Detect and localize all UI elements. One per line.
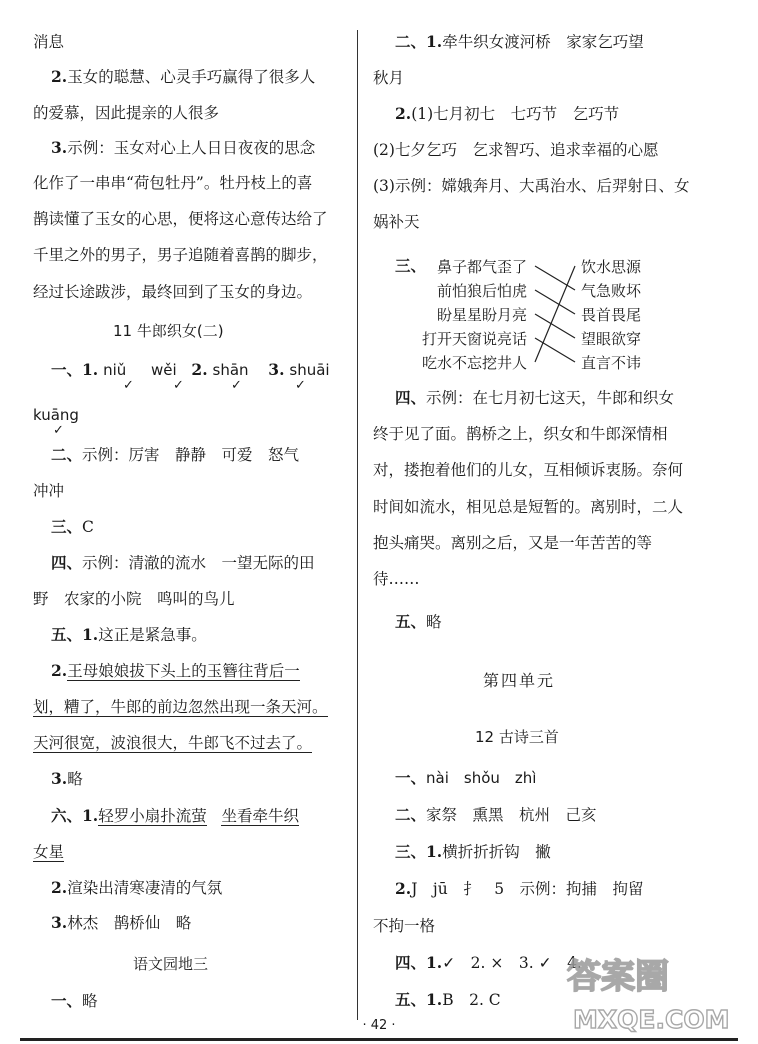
answer-line: kuāng <box>33 406 79 424</box>
matching-lines <box>395 250 725 375</box>
match-left-item: 鼻子都气歪了 <box>437 258 528 276</box>
answer-line: 抱头痛哭。离别之后，又是一年苦苦的等 <box>373 534 653 552</box>
check-mark: ✓ <box>295 378 306 393</box>
match-left-item: 前怕狼后怕虎 <box>437 282 528 300</box>
answer-line: (3)示例：嫦娥奔月、大禹治水、后羿射日、女 <box>373 177 690 195</box>
answer-line: 3.林杰 鹊桥仙 略 <box>51 913 192 932</box>
answer-line: 女星 <box>33 843 65 861</box>
answer-line: 一、略 <box>51 991 98 1010</box>
answer-line: (2)七夕乞巧 乞求智巧、追求幸福的心愿 <box>373 141 659 159</box>
answer-line: 待…… <box>373 570 420 588</box>
section-title: 语文园地三 <box>133 955 209 973</box>
answer-line: 对，搂抱着他们的儿女，互相倾诉衷肠。奈何 <box>373 461 684 479</box>
answer-line: 三、 <box>395 256 427 275</box>
answer-line: 三、1.横折折折钩 撇 <box>395 842 551 861</box>
answer-line: 六、1.轻罗小扇扑流萤 坐看牵牛织 <box>51 806 299 825</box>
section-title: 12 古诗三首 <box>475 728 559 746</box>
text-line: 千里之外的男子，男子追随着喜鹊的脚步， <box>33 246 328 264</box>
check-mark: ✓ <box>231 378 242 393</box>
answer-line: 二、1.牵牛织女渡河桥 家家乞巧望 <box>395 32 644 51</box>
answer-line: 终于见了面。鹊桥之上，织女和牛郎深情相 <box>373 425 668 443</box>
text-line: 2.玉女的聪慧、心灵手巧赢得了很多人 <box>51 67 316 86</box>
check-mark: ✓ <box>53 423 64 438</box>
answer-line: 一、1. niǔ wěi 2. shān 3. shuāi <box>51 360 330 379</box>
text-line: 经过长途跋涉，最终回到了玉女的身边。 <box>33 283 313 301</box>
answer-line: 2.J jū 扌 5 示例：拘捕 拘留 <box>395 879 644 898</box>
answer-line: 四、示例：在七月初七这天，牛郎和织女 <box>395 388 675 407</box>
text-line: 化作了一串串“荷包牡丹”。牡丹枝上的喜 <box>33 174 313 192</box>
svg-text:答案圈: 答案圈 <box>567 957 669 997</box>
answer-line: 2.(1)七月初七 七巧节 乞巧节 <box>395 104 620 123</box>
answer-line: 划，糟了，牛郎的前边忽然出现一条天河。 <box>33 698 328 716</box>
answer-line: 娲补天 <box>373 213 420 231</box>
match-right-item: 望眼欲穿 <box>581 330 642 348</box>
answer-line: 二、示例：厉害 静静 可爱 怒气 <box>51 445 300 464</box>
answer-line: 天河很宽，波浪很大，牛郎飞不过去了。 <box>33 734 313 752</box>
matching-exercise <box>395 250 725 375</box>
answer-line: 五、1.这正是紧急事。 <box>51 625 207 644</box>
check-mark: ✓ <box>173 378 184 393</box>
answer-line: 二、家祭 熏黑 杭州 己亥 <box>395 805 597 824</box>
answer-line: 时间如流水，相见总是短暂的。离别时，二人 <box>373 498 684 516</box>
unit-title: 第四单元 <box>483 671 556 690</box>
match-right-item: 饮水思源 <box>581 258 642 276</box>
column-divider <box>357 30 358 1020</box>
text-line: 的爱慕，因此提亲的人很多 <box>33 104 220 122</box>
match-left-item: 打开天窗说亮话 <box>422 330 528 348</box>
answer-line: 不拘一格 <box>373 917 436 935</box>
bottom-border <box>20 1038 738 1041</box>
answer-line: 一、nài shǒu zhì <box>395 768 537 787</box>
match-right-item: 直言不讳 <box>581 354 642 372</box>
check-mark: ✓ <box>123 378 134 393</box>
page-number: · 42 · <box>362 1018 396 1033</box>
match-right-item: 气急败坏 <box>581 282 642 300</box>
answer-line: 3.略 <box>51 769 83 788</box>
answer-line: 秋月 <box>373 69 405 87</box>
svg-text:MXQE.COM: MXQE.COM <box>573 1005 730 1034</box>
answer-line: 冲冲 <box>33 482 65 500</box>
answer-line: 2.王母娘娘拔下头上的玉簪往背后一 <box>51 661 300 680</box>
answer-line: 野 农家的小院 鸣叫的鸟儿 <box>33 590 235 608</box>
answer-line: 四、1.✓ 2. × 3. ✓ 4. <box>395 953 582 972</box>
answer-line: 2.渲染出清寒凄清的气氛 <box>51 878 223 897</box>
answer-line: 五、1.B 2. C <box>395 990 501 1009</box>
answer-line: 三、C <box>51 517 94 536</box>
answer-line: 五、略 <box>395 612 442 631</box>
answer-line: 四、示例：清澈的流水 一望无际的田 <box>51 553 315 572</box>
section-title: 11 牛郎织女(二) <box>113 322 224 340</box>
match-left-item: 吃水不忘挖井人 <box>422 354 528 372</box>
text-line: 鹊读懂了玉女的心思，便将这心意传达给了 <box>33 210 328 228</box>
text-line: 3.示例：玉女对心上人日日夜夜的思念 <box>51 138 316 157</box>
text-line: 消息 <box>33 33 65 51</box>
match-right-item: 畏首畏尾 <box>581 306 642 324</box>
match-left-item: 盼星星盼月亮 <box>437 306 528 324</box>
